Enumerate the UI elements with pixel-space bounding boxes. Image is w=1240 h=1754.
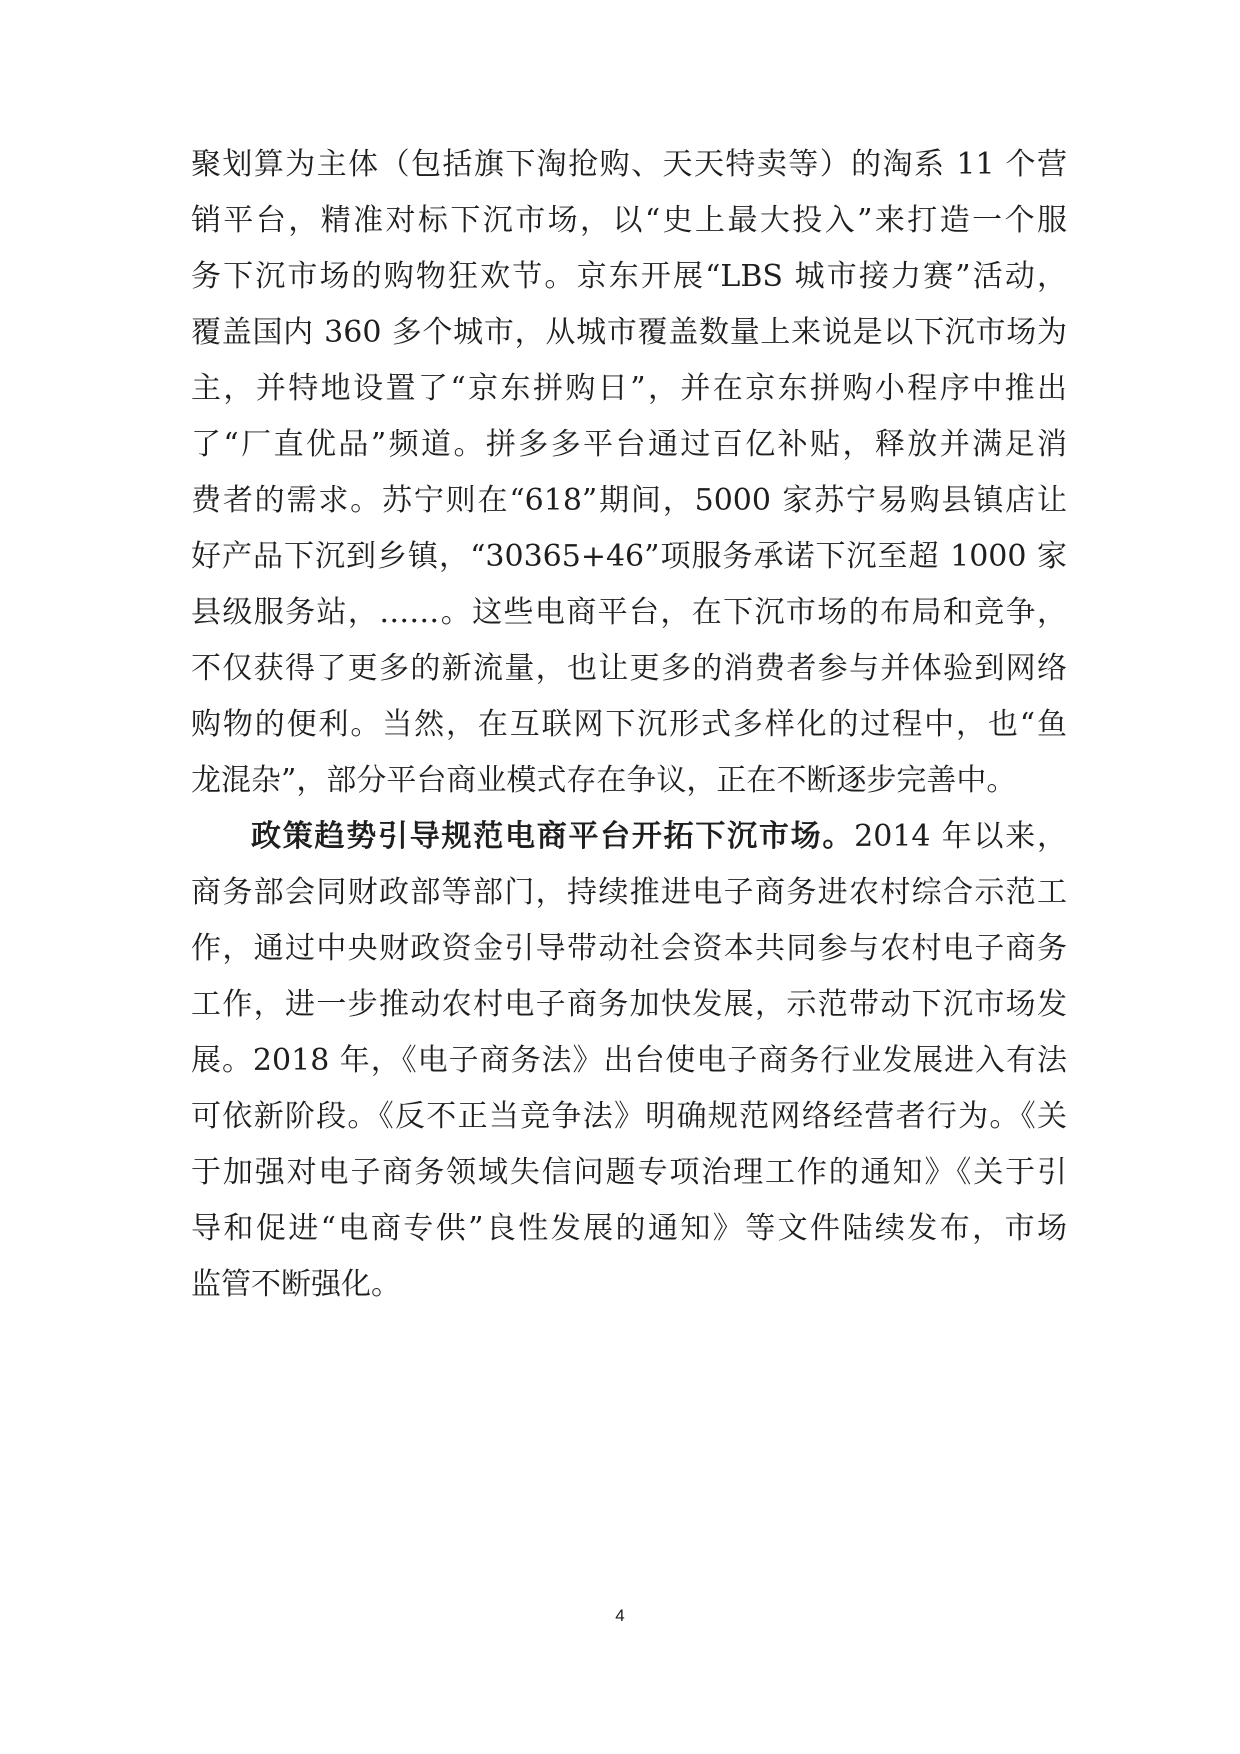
paragraph-1-line: 主，并特地设置了“京东拼购日”，并在京东拼购小程序中推出	[191, 371, 1067, 406]
paragraph-1-line: 费者的需求。苏宁则在“618”期间，5000 家苏宁易购县镇店让	[191, 483, 1067, 518]
paragraph-2-line: 监管不断强化。	[191, 1267, 401, 1302]
paragraph-1-line: 购物的便利。当然，在互联网下沉形式多样化的过程中，也“鱼	[191, 707, 1067, 742]
paragraph-1-line: 销平台，精准对标下沉市场，以“史上最大投入”来打造一个服	[191, 203, 1067, 238]
paragraph-2-line: 工作，进一步推动农村电子商务加快发展，示范带动下沉市场发	[191, 987, 1067, 1022]
paragraph-2-line: 商务部会同财政部等部门，持续推进电子商务进农村综合示范工	[191, 875, 1067, 910]
paragraph-1-line: 覆盖国内 360 多个城市，从城市覆盖数量上来说是以下沉市场为	[191, 315, 1067, 350]
paragraph-2-line: 展。2018 年，《电子商务法》出台使电子商务行业发展进入有法	[191, 1043, 1067, 1078]
paragraph-2-lead-sentence: 政策趋势引导规范电商平台开拓下沉市场。	[251, 819, 855, 854]
page-number: 4	[615, 1606, 625, 1625]
paragraph-2-first-line	[251, 817, 1067, 857]
paragraph-2-line: 可依新阶段。《反不正当竞争法》明确规范网络经营者行为。《关	[191, 1099, 1067, 1134]
paragraph-1-line: 聚划算为主体（包括旗下淘抢购、天天特卖等）的淘系 11 个营	[191, 147, 1067, 182]
paragraph-1-line: 县级服务站，……。这些电商平台，在下沉市场的布局和竞争，	[191, 595, 1067, 630]
paragraph-1-line: 好产品下沉到乡镇，“30365+46”项服务承诺下沉至超 1000 家	[191, 539, 1067, 574]
paragraph-1-line: 了“厂直优品”频道。拼多多平台通过百亿补贴，释放并满足消	[191, 427, 1067, 462]
paragraph-2-line: 于加强对电子商务领域失信问题专项治理工作的通知》《关于引	[191, 1155, 1067, 1190]
paragraph-2-first-line-text: 2014 年以来，	[854, 819, 1067, 854]
paragraph-1-line: 务下沉市场的购物狂欢节。京东开展“LBS 城市接力赛”活动，	[191, 259, 1067, 294]
paragraph-1-line: 龙混杂”，部分平台商业模式存在争议，正在不断逐步完善中。	[191, 763, 1017, 798]
paragraph-1-line: 不仅获得了更多的新流量，也让更多的消费者参与并体验到网络	[191, 651, 1067, 686]
paragraph-2-line: 导和促进“电商专供”良性发展的通知》等文件陆续发布，市场	[191, 1211, 1067, 1246]
paragraph-2-line: 作，通过中央财政资金引导带动社会资本共同参与农村电子商务	[191, 931, 1067, 966]
